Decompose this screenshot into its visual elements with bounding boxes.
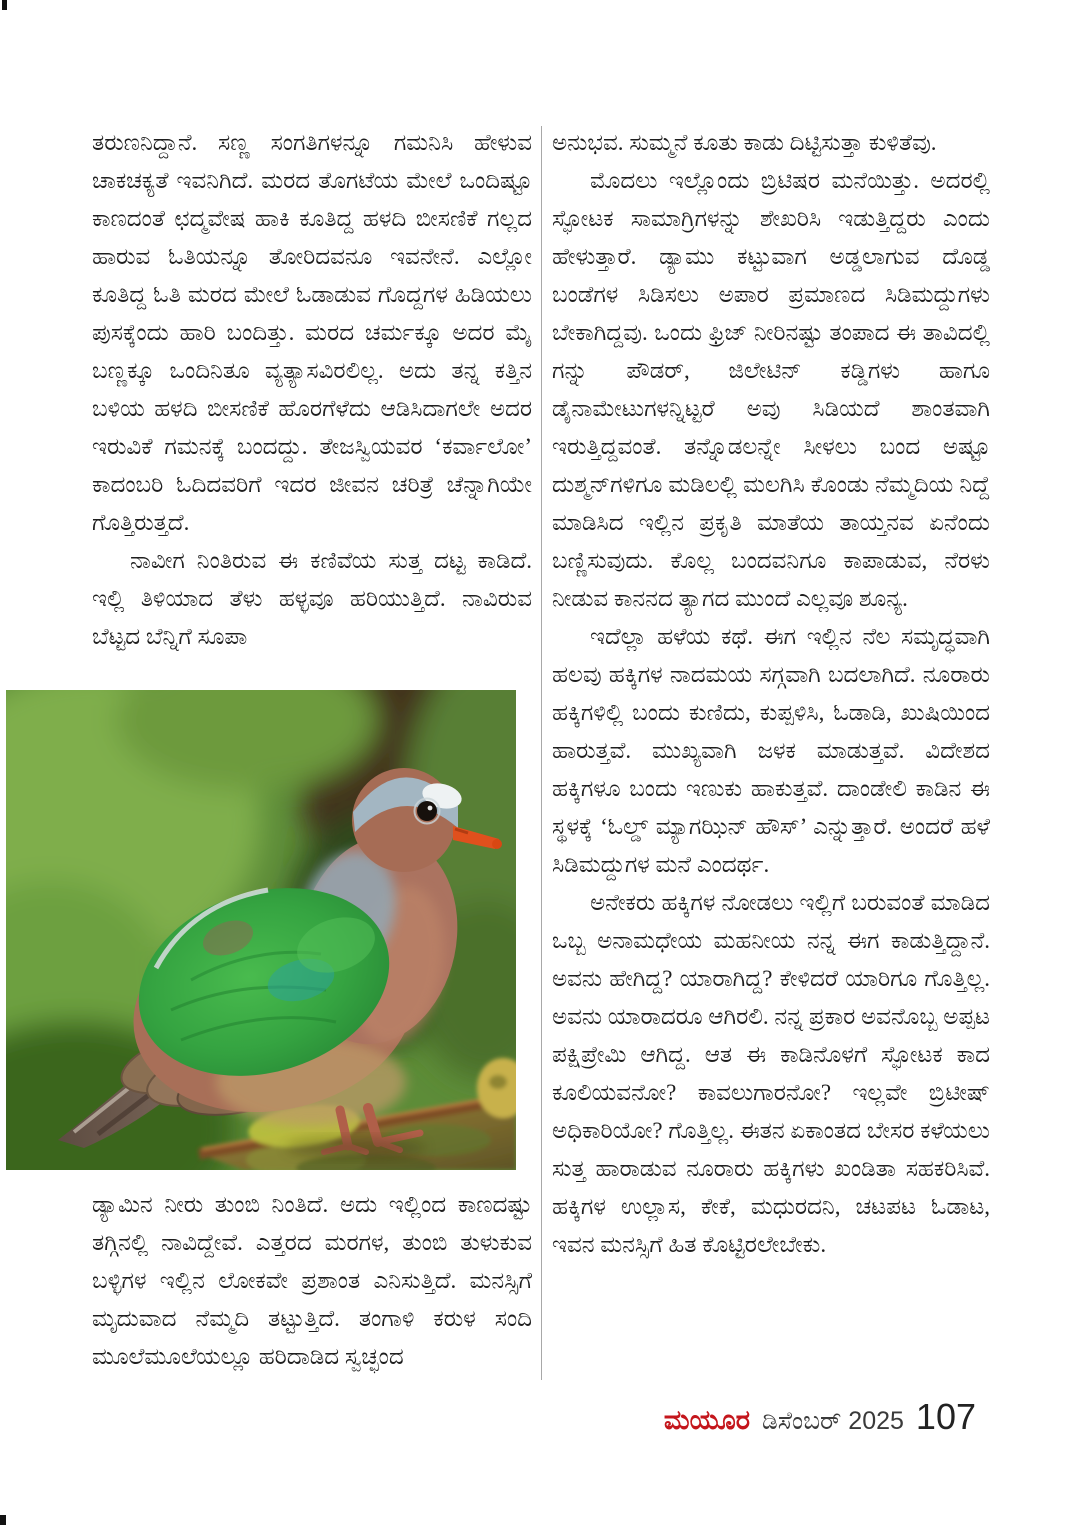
issue-date: ಡಿಸೆಂಬರ್ 2025 [762,1407,904,1435]
print-registration-mark-top [2,0,7,10]
paragraph-old-magazine-house: ಇದೆಲ್ಲಾ ಹಳೆಯ ಕಥೆ. ಈಗ ಇಲ್ಲಿನ ನೆಲ ಸಮೃದ್ಧವಾಗಿ ಹಲವು ಹಕ್ಕಿಗಳ ನಾದಮಯ ಸಗ್ಗವಾಗಿ ಬದಲಾಗಿದೆ. ನೂರಾರು ಹಕ್ಕಿಗಳಿಲ್ಲಿ ಬಂದು ಕುಣಿದು, ಕುಪ್ಪಳಿಸಿ, ಓಡಾಡಿ, ಖುಷಿಯಿಂದ ಹಾರುತ್ತವೆ. ಮುಖ್ಯವಾಗಿ ಜಳಕ ಮಾಡುತ್ತವೆ. ವಿದೇಶದ ಹಕ್ಕಿಗಳೂ ಬಂದು ಇಣುಕು ಹಾಕುತ್ತವೆ. ದಾಂಡೇಲಿ ಕಾಡಿನ ಈ ಸ್ಥಳಕ್ಕೆ ‘ಓಲ್ಡ್ ಮ್ಯಾಗಝಿನ್ ಹೌಸ್’ ಎನ್ನುತ್ತಾರೆ. ಅಂದರೆ ಹಳೆ ಸಿಡಿಮದ್ದುಗಳ ಮನೆ ಎಂದರ್ಥ. [552,624,990,877]
paragraph-british-house: ಮೊದಲು ಇಲ್ಲೊಂದು ಬ್ರಿಟಿಷರ ಮನೆಯಿತ್ತು. ಅದರಲ್ಲಿ ಸ್ಫೋಟಕ ಸಾಮಾಗ್ರಿಗಳನ್ನು ಶೇಖರಿಸಿ ಇಡುತ್ತಿದ್ದರು ಎಂದು ಹೇಳುತ್ತಾರೆ. ಡ್ಯಾಮು ಕಟ್ಟುವಾಗ ಅಡ್ಡಲಾಗುವ ದೊಡ್ಡ ಬಂಡೆಗಳ ಸಿಡಿಸಲು ಅಪಾರ ಪ್ರಮಾಣದ ಸಿಡಿಮದ್ದುಗಳು ಬೇಕಾಗಿದ್ದವು. ಒಂದು ಫ್ರಿಜ್ ನೀರಿನಷ್ಟು ತಂಪಾದ ಈ ತಾವಿದಲ್ಲಿ ಗನ್ನು ಪೌಡರ್, ಜಿಲೇಟಿನ್ ಕಡ್ಡಿಗಳು ಹಾಗೂ ಡೈನಾಮೇಟುಗಳನ್ನಿಟ್ಟರೆ ಅವು ಸಿಡಿಯದೆ ಶಾಂತವಾಗಿ ಇರುತ್ತಿದ್ದವಂತೆ. ತನ್ನೊಡಲನ್ನೇ ಸೀಳಲು ಬಂದ ಅಷ್ಟೂ ದುಶ್ಮನ್‌ಗಳಿಗೂ ಮಡಿಲಲ್ಲಿ ಮಲಗಿಸಿ ಕೊಂಡು ನೆಮ್ಮದಿಯ ನಿದ್ದೆ ಮಾಡಿಸಿದ ಇಲ್ಲಿನ ಪ್ರಕೃತಿ ಮಾತೆಯ ತಾಯ್ತನವ ಏನೆಂದು ಬಣ್ಣಿಸುವುದು. ಕೊಲ್ಲ ಬಂದವನಿಗೂ ಕಾಪಾಡುವ, ನೆರಳು ನೀಡುವ ಕಾನನದ ತ್ಯಾಗದ ಮುಂದೆ ಎಲ್ಲವೂ ಶೂನ್ಯ. [552,168,990,611]
right-text-column [552,124,990,1264]
magazine-logo-text: ಮಯೂರ [663,1405,750,1435]
paragraph-anonymous-birdlover: ಅನೇಕರು ಹಕ್ಕಿಗಳ ನೋಡಲು ಇಲ್ಲಿಗೆ ಬರುವಂತೆ ಮಾಡಿದ ಒಬ್ಬ ಅನಾಮಧೇಯ ಮಹನೀಯ ನನ್ನ ಈಗ ಕಾಡುತ್ತಿದ್ದಾನೆ. ಅವನು ಹೇಗಿದ್ದ? ಯಾರಾಗಿದ್ದ? ಕೇಳಿದರೆ ಯಾರಿಗೂ ಗೊತ್ತಿಲ್ಲ. ಅವನು ಯಾರಾದರೂ ಆಗಿರಲಿ. ನನ್ನ ಪ್ರಕಾರ ಅವನೊಬ್ಬ ಅಪ್ಪಟ ಪಕ್ಷಿಪ್ರೇಮಿ ಆಗಿದ್ದ. ಆತ ಈ ಕಾಡಿನೊಳಗೆ ಸ್ಫೋಟಕ ಕಾದ ಕೂಲಿಯವನೋ? ಕಾವಲುಗಾರನೋ? ಇಲ್ಲವೇ ಬ್ರಿಟೀಷ್ ಅಧಿಕಾರಿಯೋ? ಗೊತ್ತಿಲ್ಲ. ಈತನ ಏಕಾಂತದ ಬೇಸರ ಕಳೆಯಲು ಸುತ್ತ ಹಾರಾಡುವ ನೂರಾರು ಹಕ್ಕಿಗಳು ಖಂಡಿತಾ ಸಹಕರಿಸಿವೆ. ಹಕ್ಕಿಗಳ ಉಲ್ಲಾಸ, ಕೇಕೆ, ಮಧುರದನಿ, ಚಟಪಟ ಓಡಾಟ, ಇವನ ಮನಸ್ಸಿಗೆ ಹಿತ ಕೊಟ್ಟಿರಲೇಬೇಕು. [552,890,990,1257]
dove-shadow [286,1138,426,1158]
paragraph-lizard-story: ತರುಣನಿದ್ದಾನೆ. ಸಣ್ಣ ಸಂಗತಿಗಳನ್ನೂ ಗಮನಿಸಿ ಹೇಳುವ ಚಾಕಚಕ್ಯತೆ ಇವನಿಗಿದೆ. ಮರದ ತೊಗಟೆಯ ಮೇಲೆ ಒಂದಿಷ್ಟೂ ಕಾಣದಂತೆ ಛದ್ಮವೇಷ ಹಾಕಿ ಕೂತಿದ್ದ ಹಳದಿ ಬೀಸಣಿಕೆ ಗಲ್ಲದ ಹಾರುವ ಓತಿಯನ್ನೂ ತೋರಿದವನೂ ಇವನೇನೆ. ಎಲ್ಲೋ ಕೂತಿದ್ದ ಓತಿ ಮರದ ಮೇಲೆ ಓಡಾಡುವ ಗೊದ್ದಗಳ ಹಿಡಿಯಲು ಪುಸಕ್ಕೆಂದು ಹಾರಿ ಬಂದಿತ್ತು. ಮರದ ಚರ್ಮಕ್ಕೂ ಅದರ ಮೈ ಬಣ್ಣಕ್ಕೂ ಒಂದಿನಿತೂ ವ್ಯತ್ಯಾಸವಿರಲಿಲ್ಲ. ಅದು ತನ್ನ ಕತ್ತಿನ ಬಳಿಯ ಹಳದಿ ಬೀಸಣಿಕೆ ಹೊರಗೆಳೆದು ಆಡಿಸಿದಾಗಲೇ ಅದರ ಇರುವಿಕೆ ಗಮನಕ್ಕೆ ಬಂದದ್ದು. ತೇಜಸ್ವಿಯವರ ‘ಕರ್ವಾಲೋ’ ಕಾದಂಬರಿ ಓದಿದವರಿಗೆ ಇದರ ಜೀವನ ಚರಿತ್ರೆ ಚೆನ್ನಾಗಿಯೇ ಗೊತ್ತಿರುತ್ತದೆ. [92,130,532,535]
emerald-dove-photo [6,690,516,1170]
dove-eye [417,801,437,821]
left-text-column [92,124,532,656]
paragraph-dam-continuation: ಡ್ಯಾಮಿನ ನೀರು ತುಂಬಿ ನಿಂತಿದೆ. ಅದು ಇಲ್ಲಿಂದ ಕಾಣದಷ್ಟು ತಗ್ಗಿನಲ್ಲಿ ನಾವಿದ್ದೇವೆ. ಎತ್ತರದ ಮರಗಳ, ತುಂಬಿ ತುಳುಕುವ ಬಳ್ಳಿಗಳ ಇಲ್ಲಿನ ಲೋಕವೇ ಪ್ರಶಾಂತ ಎನಿಸುತ್ತಿದೆ. ಮನಸ್ಸಿಗೆ ಮೃದುವಾದ ನೆಮ್ಮದಿ ತಟ್ಟುತ್ತಿದೆ. ತಂಗಾಳಿ ಕರುಳ ಸಂದಿ ಮೂಲೆಮೂಲೆಯಲ್ಲೂ ಹರಿದಾಡಿದ ಸ್ವಚ್ಛಂದ [92,1192,532,1369]
column-divider-rule [541,126,542,1380]
print-registration-mark-bottom [0,1515,6,1525]
paragraph-experience: ಅನುಭವ. ಸುಮ್ಮನೆ ಕೂತು ಕಾಡು ದಿಟ್ಟಿಸುತ್ತಾ ಕುಳಿತೆವು. [552,130,937,155]
emerald-dove-illustration [6,690,516,1170]
left-column-below-photo [92,1186,532,1376]
page-footer [552,1396,976,1438]
page-number: 107 [915,1396,976,1437]
paragraph-valley: ನಾವೀಗ ನಿಂತಿರುವ ಈ ಕಣಿವೆಯ ಸುತ್ತ ದಟ್ಟ ಕಾಡಿದೆ. ಇಲ್ಲಿ ತಿಳಿಯಾದ ತೆಳು ಹಳ್ಳವೂ ಹರಿಯುತ್ತಿದೆ. ನಾವಿರುವ ಬೆಟ್ಟದ ಬೆನ್ನಿಗೆ ಸೂಪಾ [92,548,532,649]
